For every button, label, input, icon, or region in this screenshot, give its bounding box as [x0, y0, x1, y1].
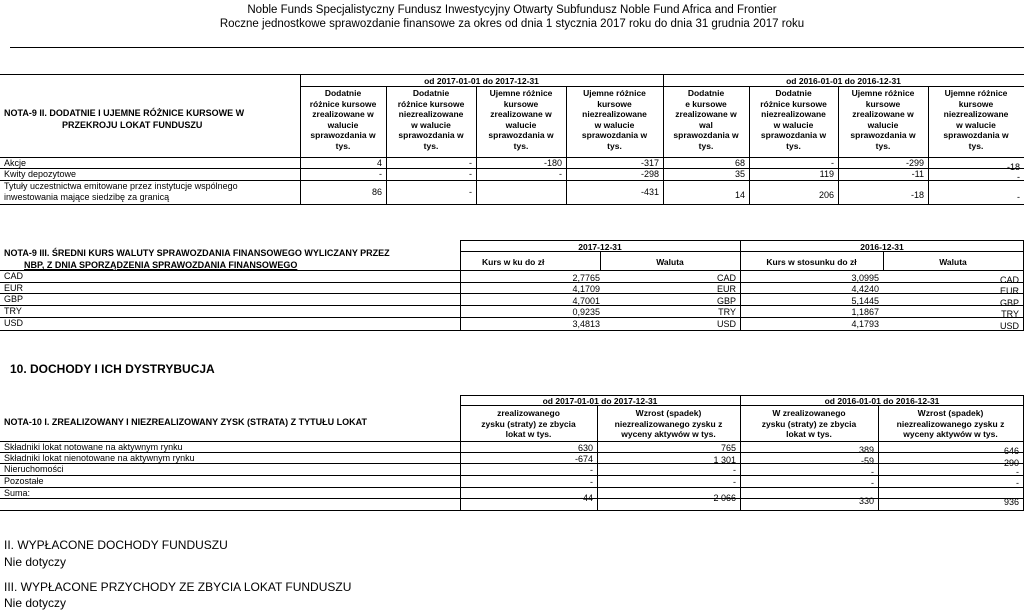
- section-II-text: Nie dotyczy: [4, 555, 67, 569]
- col-header: Dodatnie e kursowe zrealizowane w wal sprawozdania w tys.: [673, 88, 739, 151]
- period-2016-label: od 2016-01-01 do 2016-12-31: [786, 76, 901, 86]
- report-period: Roczne jednostkowe sprawozdanie finansowe za okres od dnia 1 stycznia 2017 roku do dnia 31 grudnia 2017 roku: [219, 18, 805, 30]
- col-header: zrealizowanego zysku (straty) ze zbycia lokat w tys.: [481, 408, 576, 439]
- section-II-title: II. WYPŁACONE DOCHODY FUNDUSZU: [4, 538, 228, 552]
- section-III-title: III. WYPŁACONE PRZYCHODY ZE ZBYCIA LOKAT FUNDUSZU: [4, 580, 352, 594]
- nota9-3-title: NOTA-9 III. ŚREDNI KURS WALUTY SPRAWOZDANIA FINANSOWEGO WYLICZANY PRZEZ: [4, 248, 390, 258]
- col-header: Dodatnie różnice kursowe niezrealizowane w walucie sprawozdania w tys.: [397, 88, 465, 151]
- nota9-3-title-cont: NBP, Z DNIA SPORZĄDZENIA SPRAWOZDANIA FINANSOWEGO: [24, 260, 298, 270]
- col-header: Ujemne różnice kursowe zrealizowane w walucie sprawozdania w tys.: [850, 88, 916, 151]
- nota10-1-title: NOTA-10 I. ZREALIZOWANY I NIEZREALIZOWANY ZYSK (STRATA) Z TYTUŁU LOKAT: [4, 417, 367, 427]
- col-header: Ujemne różnice kursowe niezrealizowane w walucie sprawozdania w tys.: [943, 88, 1009, 151]
- period-2017-label: od 2017-01-01 do 2017-12-31: [542, 396, 658, 406]
- currency-col-header-2017: Waluta: [656, 257, 684, 267]
- nota9-2-title: NOTA-9 II. DODATNIE I UJEMNE RÓŻNICE KURSOWE W: [4, 108, 245, 118]
- col-header: W zrealizowanego zysku (straty) ze zbycia lokat w tys.: [761, 408, 857, 439]
- col-header: Ujemne różnice kursowe niezrealizowane w walucie sprawozdania w tys.: [581, 88, 648, 151]
- period-2017-label: od 2017-01-01 do 2017-12-31: [424, 76, 539, 86]
- rate-year-2017: 2017-12-31: [578, 242, 622, 252]
- section-10-title: 10. DOCHODY I ICH DYSTRYBUCJA: [10, 362, 215, 376]
- report-fund-name: Noble Funds Specjalistyczny Fundusz Inwestycyjny Otwarty Subfundusz Noble Fund Africa and Frontier: [247, 4, 777, 16]
- col-header: Wzrost (spadek) niezrealizowanego zysku z wyceny aktywów w tys.: [614, 408, 723, 439]
- nota9-2-title-cont: PRZEKROJU LOKAT FUNDUSZU: [62, 120, 203, 130]
- col-header: Dodatnie różnice kursowe niezrealizowane w walucie sprawozdania w tys.: [760, 88, 827, 151]
- col-header: Ujemne różnice kursowe zrealizowane w walucie sprawozdania w tys.: [488, 88, 554, 151]
- currency-col-header-2016: Waluta: [939, 257, 967, 267]
- header-divider: [10, 47, 1024, 48]
- period-2016-label: od 2016-01-01 do 2016-12-31: [824, 396, 940, 406]
- col-header: Dodatnie różnice kursowe zrealizowane w walucie sprawozdania w tys.: [309, 88, 377, 151]
- section-III-text: Nie dotyczy: [4, 596, 67, 610]
- rate-col-header-2017: Kurs w ku do zł: [482, 257, 545, 267]
- col-header: Wzrost (spadek) niezrealizowanego zysku z wyceny aktywów w tys.: [896, 408, 1005, 439]
- rate-col-header-2016: Kurs w stosunku do zł: [766, 257, 857, 267]
- rate-year-2016: 2016-12-31: [860, 242, 904, 252]
